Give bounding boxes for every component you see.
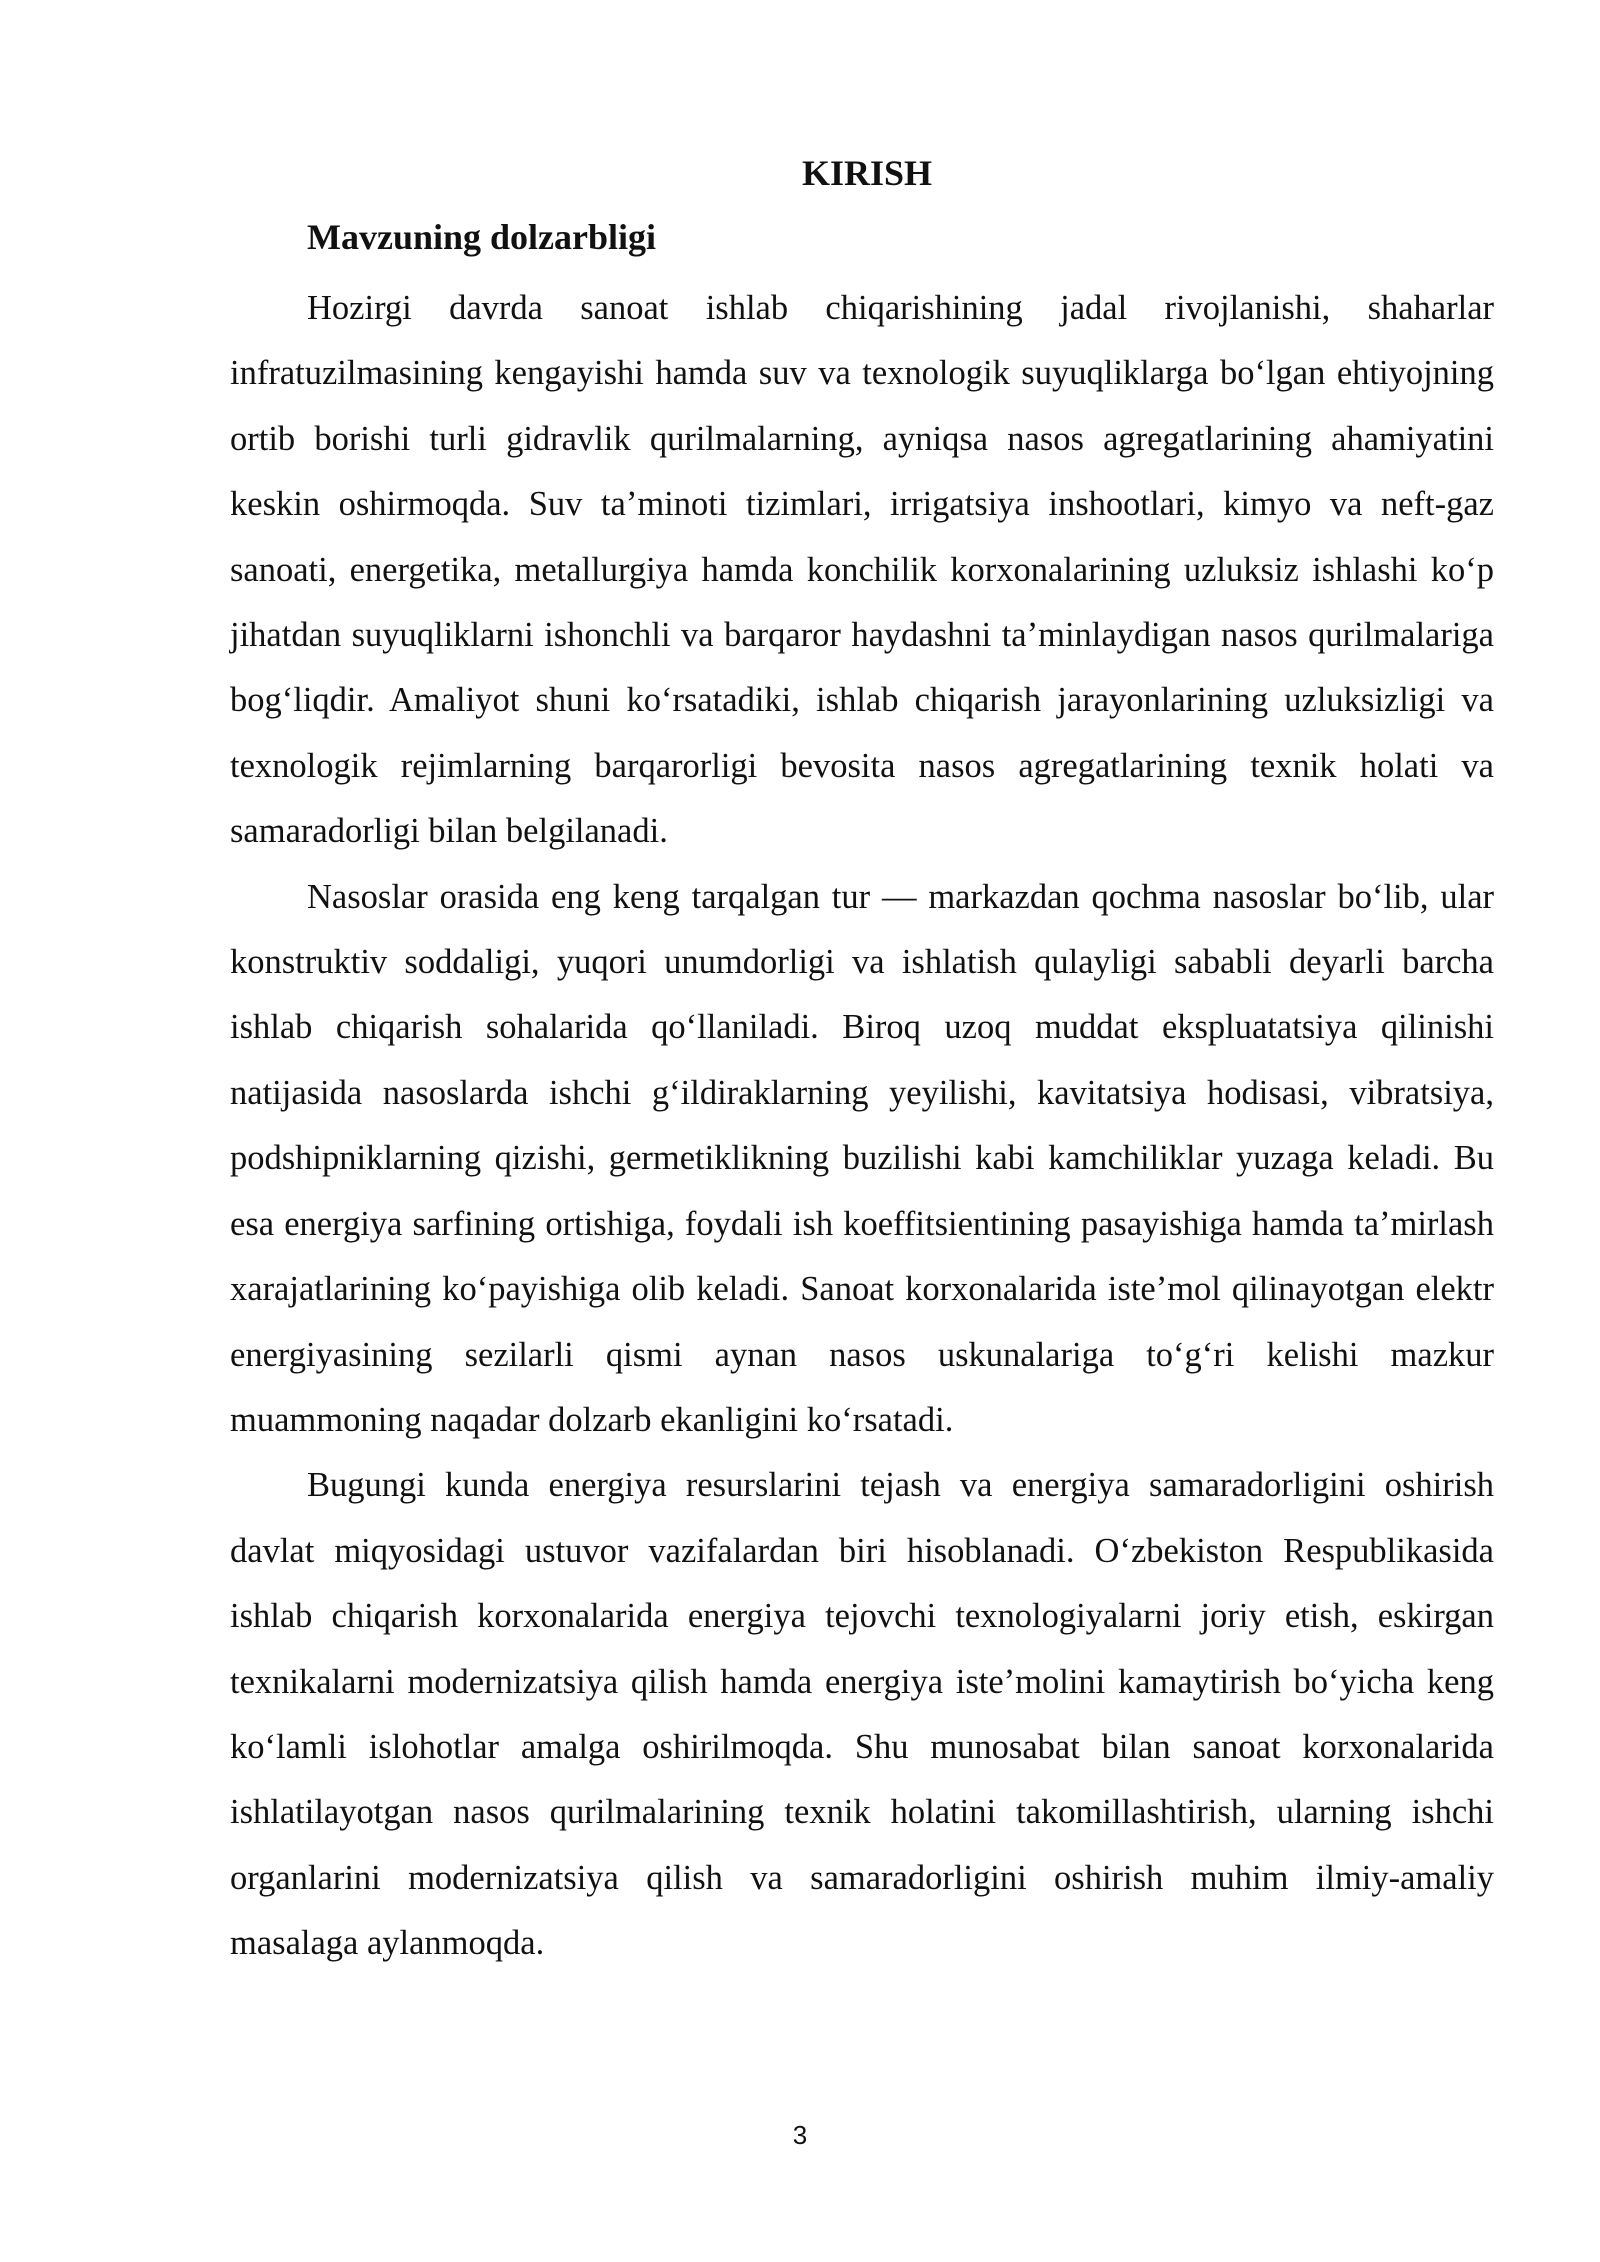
- section-heading: KIRISH: [801, 153, 933, 193]
- body-paragraph: Nasoslar orasida eng keng tarqalgan tur — markazdan qochma nasoslar boʻlib, ular konstruktiv soddaligi, yuqori unumdorligi va ishlatish qulayligi sababli deyarli barcha ishlab chiqarish sohalarida qoʻllaniladi. Biroq uzoq muddat ekspluatatsiya qilinishi natijasida nasoslarda ishchi gʻildiraklarning yeyilishi, kavitatsiya hodisasi, vibratsiya, podshipniklarning qizishi, germetiklikning buzilishi kabi kamchiliklar yuzaga keladi. Bu esa energiya sarfining ortishiga, foydali ish koeffitsientining pasayishiga hamda taʼmirlash xarajatlarining koʻpayishiga olib keladi. Sanoat korxonalarida isteʼmol qilinayotgan elektr energiyasining sezilarli qismi aynan nasos uskunalariga toʻgʻri kelishi mazkur muammoning naqadar dolzarb ekanligini koʻrsatadi.: [230, 877, 1494, 1439]
- body-paragraph: Hozirgi davrda sanoat ishlab chiqarishining jadal rivojlanishi, shaharlar infratuzilmasining kengayishi hamda suv va texnologik suyuqliklarga boʻlgan ehtiyojning ortib borishi turli gidravlik qurilmalarning, ayniqsa nasos agregatlarining ahamiyatini keskin oshirmoqda. Suv taʼminoti tizimlari, irrigatsiya inshootlari, kimyo va neft-gaz sanoati, energetika, metallurgiya hamda konchilik korxonalarining uzluksiz ishlashi koʻp jihatdan suyuqliklarni ishonchli va barqaror haydashni taʼminlaydigan nasos qurilmalariga bogʻliqdir. Amaliyot shuni koʻrsatadiki, ishlab chiqarish jarayonlarining uzluksizligi va texnologik rejimlarning barqarorligi bevosita nasos agregatlarining texnik holati va samaradorligi bilan belgilanadi.: [230, 289, 1494, 851]
- document-page: [230, 148, 1494, 1977]
- body-paragraph: Bugungi kunda energiya resurslarini tejash va energiya samaradorligini oshirish davlat miqyosidagi ustuvor vazifalardan biri hisoblanadi. Oʻzbekiston Respublikasida ishlab chiqarish korxonalarida energiya tejovchi texnologiyalarni joriy etish, eskirgan texnikalarni modernizatsiya qilish hamda energiya isteʼmolini kamaytirish boʻyicha keng koʻlamli islohotlar amalga oshirilmoqda. Shu munosabat bilan sanoat korxonalarida ishlatilayotgan nasos qurilmalarining texnik holatini takomillashtirish, ularning ishchi organlarini modernizatsiya qilish va samaradorligini oshirish muhim ilmiy-amaliy masalaga aylanmoqda.: [230, 1466, 1494, 1963]
- page-number: 3: [792, 2120, 808, 2150]
- subsection-heading: Mavzuning dolzarbligi: [307, 217, 657, 257]
